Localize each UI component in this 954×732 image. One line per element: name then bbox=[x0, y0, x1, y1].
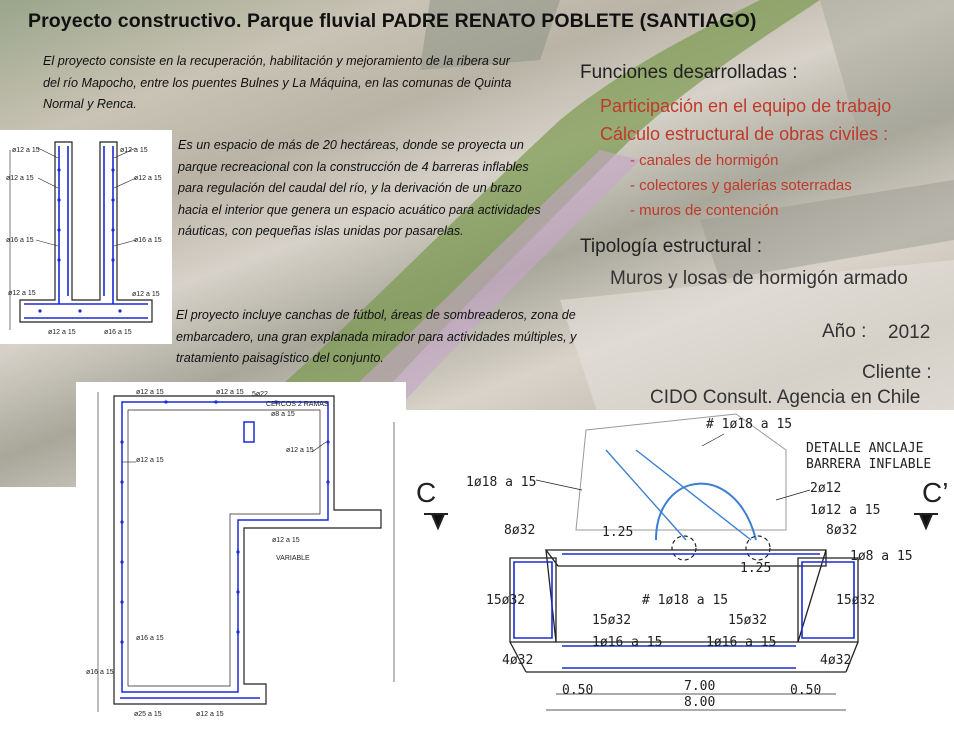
drawing3-label: 8.00 bbox=[684, 695, 716, 710]
drawing3-label: # 1ø18 a 15 bbox=[706, 417, 793, 432]
drawing1-label: ø12 a 15 bbox=[12, 147, 40, 154]
drawing2-label: ø12 a 15 bbox=[196, 711, 224, 718]
drawing3-label: 1ø12 a 15 bbox=[810, 503, 881, 518]
drawing2-label: ø12 a 15 bbox=[136, 389, 164, 396]
function-bullet: - muros de contención bbox=[630, 202, 779, 219]
section-mark-c-prime: C’ bbox=[922, 477, 949, 508]
drawing2-label: ø12 a 15 bbox=[216, 389, 244, 396]
drawing3-label: 8ø32 bbox=[504, 523, 536, 538]
drawing3-label: 15ø32 bbox=[728, 613, 768, 628]
drawing2-label: ø12 a 15 bbox=[272, 537, 300, 544]
drawing2-label: VARIABLE bbox=[276, 555, 310, 562]
drawing3-label: 1ø16 a 15 bbox=[592, 635, 663, 650]
drawing1-label: ø16 a 15 bbox=[104, 329, 132, 336]
drawing3-label: 15ø32 bbox=[836, 593, 876, 608]
drawing3-label: 15ø32 bbox=[486, 593, 526, 608]
drawing-retaining-wall bbox=[76, 382, 406, 727]
drawing-channel-section bbox=[0, 130, 172, 344]
description-paragraph-3: El proyecto incluye canchas de fútbol, áreas de sombreaderos, zona de embarcadero, una gran explanada mirador para actividades múltiples, y tratamiento paisagístico del conjunto. bbox=[176, 308, 577, 365]
functions-heading: Funciones desarrolladas : bbox=[580, 62, 798, 83]
drawing1-label: ø16 a 15 bbox=[134, 237, 162, 244]
drawing3-label: 2ø12 bbox=[810, 481, 842, 496]
function-item: Cálculo estructural de obras civiles : bbox=[600, 124, 889, 144]
drawing2-label: ø16 a 15 bbox=[86, 669, 114, 676]
drawing1-label: ø12 a 15 bbox=[48, 329, 76, 336]
drawing3-label: 1ø16 a 15 bbox=[706, 635, 777, 650]
typology-value: Muros y losas de hormigón armado bbox=[610, 268, 908, 289]
drawing2-label: ø25 a 15 bbox=[134, 711, 162, 718]
drawing3-label: 1ø8 a 15 bbox=[850, 549, 913, 564]
drawing3-label: 8ø32 bbox=[826, 523, 858, 538]
function-bullet: - canales de hormigón bbox=[630, 152, 779, 169]
client-label: Cliente : bbox=[862, 362, 932, 383]
year-value: 2012 bbox=[888, 322, 931, 343]
section-mark-c: C bbox=[416, 477, 437, 508]
anchor-detail-label: BARRERA INFLABLE bbox=[806, 457, 932, 472]
typology-heading: Tipología estructural : bbox=[580, 236, 762, 257]
drawing1-label: ø12 a 15 bbox=[120, 147, 148, 154]
year-label: Año : bbox=[822, 321, 867, 342]
function-item: Participación en el equipo de trabajo bbox=[600, 96, 892, 116]
description-paragraph-2: Es un espacio de más de 20 hectáreas, donde se proyecta un parque recreacional con la construcción de 4 barreras inflables para regulación del caudal del río, y la derivación de un brazo hacia el interior que genera un espacio acuático para actividades náuticas, con pequeñas islas unidas por pasarelas. bbox=[178, 138, 541, 238]
drawing3-label: 0.50 bbox=[562, 683, 594, 698]
page-title: Proyecto constructivo. Parque fluvial PADRE RENATO POBLETE (SANTIAGO) bbox=[28, 10, 757, 32]
drawing1-label: ø12 a 15 bbox=[6, 175, 34, 182]
drawing1-label: ø12 a 15 bbox=[134, 175, 162, 182]
drawing3-label: 7.00 bbox=[684, 679, 716, 694]
drawing-barrier-anchorage bbox=[406, 410, 954, 727]
drawing3-label: 15ø32 bbox=[592, 613, 632, 628]
drawing2-label: ø12 a 15 bbox=[136, 457, 164, 464]
drawing2-label: ø8 a 15 bbox=[271, 411, 295, 418]
drawing3-label: 1ø18 a 15 bbox=[466, 475, 537, 490]
drawing3-label: 1.25 bbox=[602, 525, 634, 540]
description-paragraph-1: El proyecto consiste en la recuperación, habilitación y mejoramiento de la ribera sur del río Mapocho, entre los puentes Bulnes y La Máquina, en las comunas de Quinta Normal y Renca. bbox=[43, 54, 512, 111]
drawing3-label: 0.50 bbox=[790, 683, 822, 698]
drawing3-label: # 1ø18 a 15 bbox=[642, 593, 729, 608]
drawing2-label: CERCOS 2 RAMAS bbox=[266, 401, 329, 408]
drawing1-label: ø12 a 15 bbox=[8, 290, 36, 297]
drawing2-label: ø12 a 15 bbox=[286, 447, 314, 454]
drawing3-label: 4ø32 bbox=[502, 653, 534, 668]
drawing2-label: 5ø22 bbox=[252, 391, 268, 398]
drawing3-label: 4ø32 bbox=[820, 653, 852, 668]
anchor-detail-label: DETALLE ANCLAJE bbox=[806, 441, 924, 456]
drawing3-label: 1.25 bbox=[740, 561, 772, 576]
client-value: CIDO Consult. Agencia en Chile bbox=[650, 387, 921, 408]
drawing1-label: ø12 a 15 bbox=[132, 291, 160, 298]
drawing2-label: ø16 a 15 bbox=[136, 635, 164, 642]
drawing1-label: ø16 a 15 bbox=[6, 237, 34, 244]
function-bullet: - colectores y galerías soterradas bbox=[630, 177, 852, 194]
